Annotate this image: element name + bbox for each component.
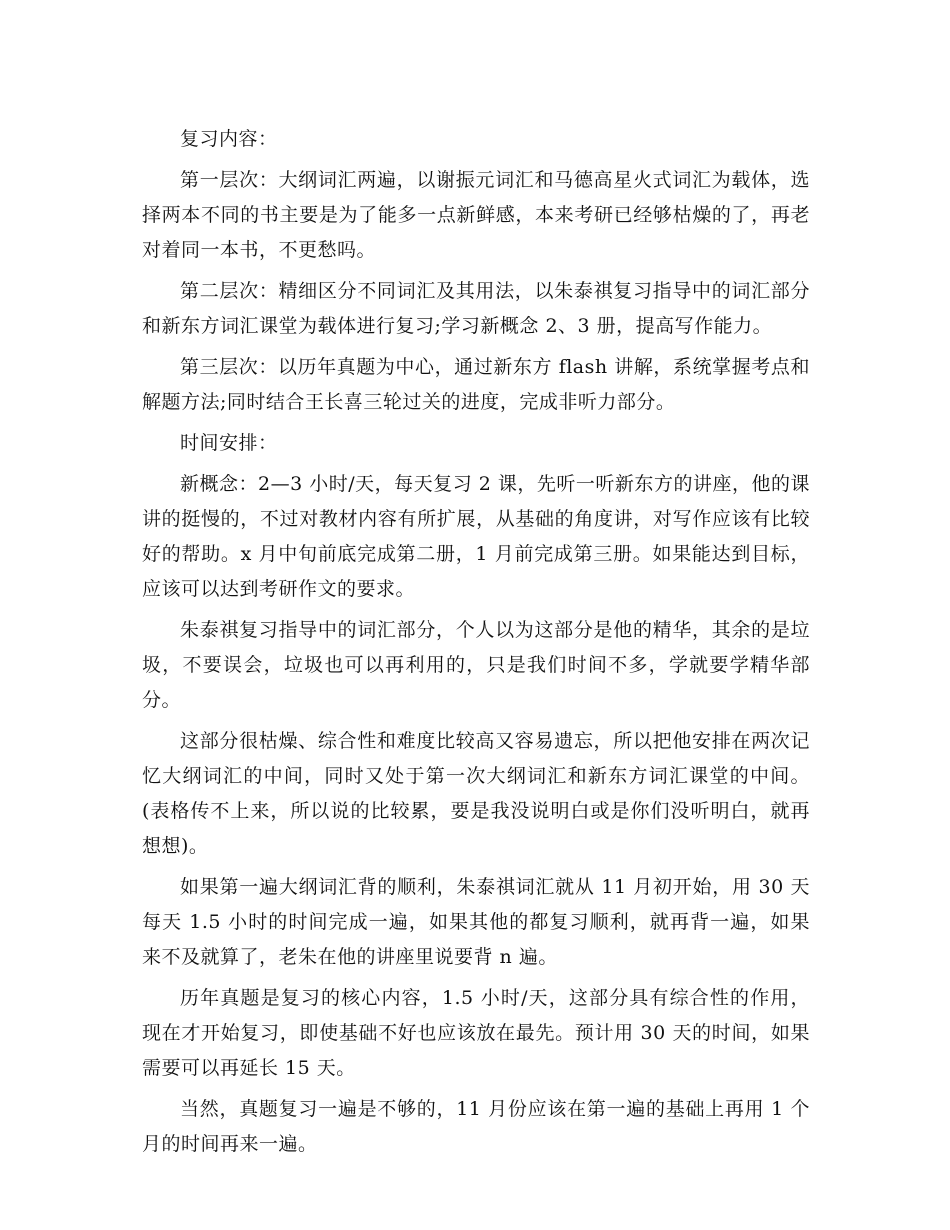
paragraph-level-two: 第二层次：精细区分不同词汇及其用法，以朱泰祺复习指导中的词汇部分和新东方词汇课堂为载体进行复习;学习新概念 2、3 册，提高写作能力。 — [142, 280, 810, 337]
paragraph-schedule-heading: 时间安排： — [180, 432, 278, 454]
document-page — [142, 122, 810, 1168]
paragraph-review-content-heading: 复习内容： — [180, 128, 278, 150]
paragraph-arrangement: 这部分很枯燥、综合性和难度比较高又容易遗忘，所以把他安排在两次记忆大纲词汇的中间，同时又处于第一次大纲词汇和新东方词汇课堂的中间。(表格传不上来，所以说的比较累，要是我没说明白或是你们没听明白，就再想想)。 — [142, 730, 810, 857]
paragraph-first-pass: 如果第一遍大纲词汇背的顺利，朱泰祺词汇就从 11 月初开始，用 30 天每天 1.5 小时的时间完成一遍，如果其他的都复习顺利，就再背一遍，如果来不及就算了，老朱在他的讲座里说要背 n 遍。 — [142, 876, 810, 968]
paragraph-level-three: 第三层次：以历年真题为中心，通过新东方 flash 讲解，系统掌握考点和解题方法;同时结合王长喜三轮过关的进度，完成非听力部分。 — [142, 356, 810, 413]
paragraph-new-concept: 新概念：2—3 小时/天，每天复习 2 课，先听一听新东方的讲座，他的课讲的挺慢的，不过对教材内容有所扩展，从基础的角度讲，对写作应该有比较好的帮助。x 月中旬前底完成第二册，1 月前完成第三册。如果能达到目标，应该可以达到考研作文的要求。 — [142, 473, 810, 600]
paragraph-level-one: 第一层次：大纲词汇两遍，以谢振元词汇和马德高星火式词汇为载体，选择两本不同的书主要是为了能多一点新鲜感，本来考研已经够枯燥的了，再老对着同一本书，不更愁吗。 — [142, 169, 810, 261]
paragraph-past-exams: 历年真题是复习的核心内容，1.5 小时/天，这部分具有综合性的作用，现在才开始复习，即使基础不好也应该放在最先。预计用 30 天的时间，如果需要可以再延长 15 天。 — [142, 987, 810, 1079]
paragraph-second-pass: 当然，真题复习一遍是不够的，11 月份应该在第一遍的基础上再用 1 个月的时间再来一遍。 — [142, 1098, 810, 1155]
paragraph-zhu-vocabulary: 朱泰祺复习指导中的词汇部分，个人以为这部分是他的精华，其余的是垃圾，不要误会，垃圾也可以再利用的，只是我们时间不多，学就要学精华部分。 — [142, 619, 810, 711]
